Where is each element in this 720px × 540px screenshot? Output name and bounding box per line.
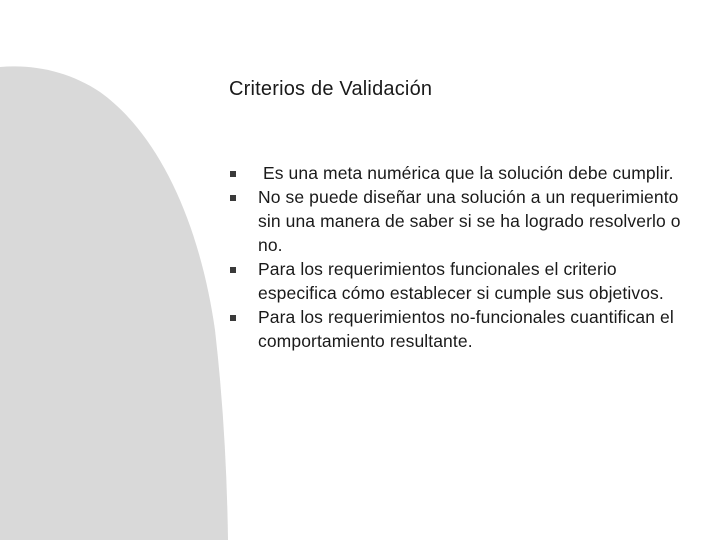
bullet-text: No se puede diseñar una solución a un requerimiento sin una manera de saber si se ha logrado resolverlo o no. [258, 187, 686, 255]
list-item [230, 161, 690, 185]
bullet-text: Es una meta numérica que la solución debe cumplir. [258, 163, 674, 183]
square-bullet-icon [230, 315, 236, 321]
list-item [230, 257, 690, 305]
slide-title: Criterios de Validación [229, 78, 433, 100]
square-bullet-icon [230, 267, 236, 273]
square-bullet-icon [230, 195, 236, 201]
square-bullet-icon [230, 171, 236, 177]
bullet-text: Para los requerimientos funcionales el criterio especifica cómo establecer si cumple sus objetivos. [258, 259, 664, 303]
list-item [230, 305, 690, 353]
list-item [230, 185, 690, 257]
bullet-list [230, 161, 690, 353]
bullet-text: Para los requerimientos no-funcionales cuantifican el comportamiento resultante. [258, 307, 679, 351]
